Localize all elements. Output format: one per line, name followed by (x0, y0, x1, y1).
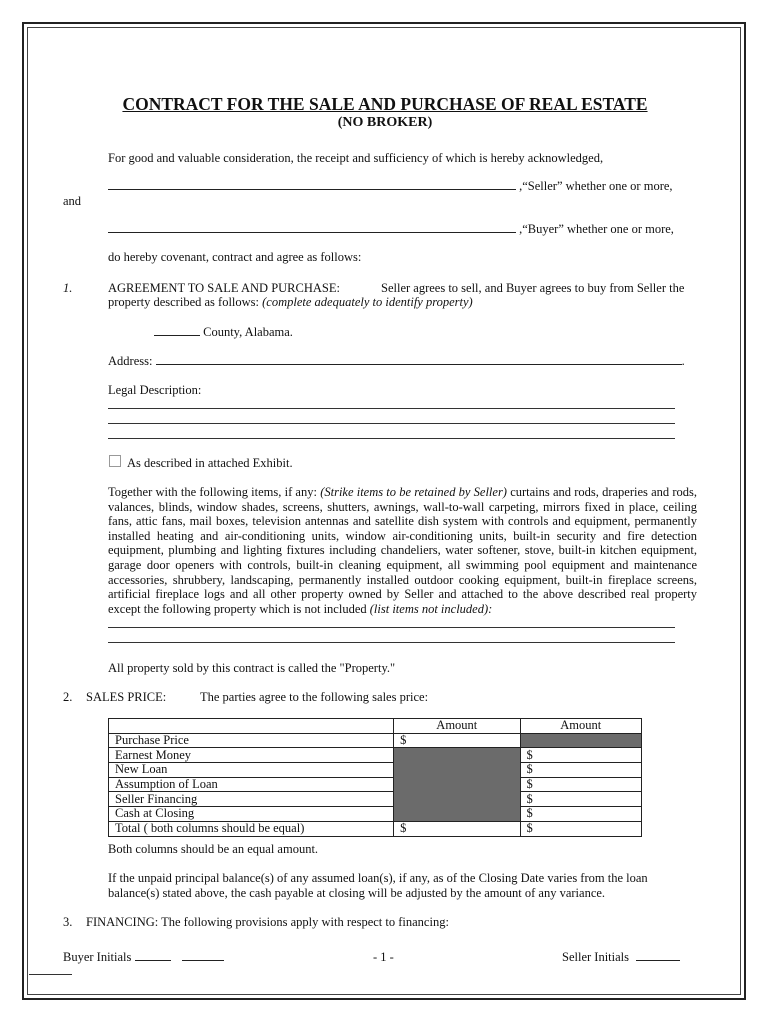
table-row (109, 792, 642, 807)
buyer-initials-blank-2[interactable] (182, 960, 224, 961)
county-blank[interactable] (154, 335, 200, 336)
section1-text-a: Seller agrees to sell, and Buyer agrees to buy from Seller the (381, 281, 685, 295)
seller-initials-blank[interactable] (636, 960, 680, 961)
section3-number: 3. (63, 915, 73, 929)
document-title: CONTRACT FOR THE SALE AND PURCHASE OF REAL ESTATE (122, 94, 648, 114)
sales-price-table (108, 718, 642, 837)
buyer-name-blank[interactable] (108, 232, 516, 233)
row-label: Purchase Price (109, 733, 394, 748)
legal-description-line-3[interactable] (108, 438, 675, 439)
total-amount-1[interactable]: $ (394, 821, 520, 836)
exhibit-label: As described in attached Exhibit. (127, 456, 293, 470)
section2-heading: SALES PRICE: (86, 690, 167, 704)
buyer-suffix: ,“Buyer” whether one or more, (519, 222, 674, 236)
total-amount-2[interactable]: $ (520, 821, 641, 836)
intro-text: For good and valuable consideration, the receipt and sufficiency of which is hereby acknowledged, (108, 151, 604, 165)
and-word: and (63, 194, 82, 208)
new-loan-amount[interactable]: $ (520, 763, 641, 778)
included-items-list: curtains and rods, draperies and rods, valances, blinds, window shades, screens, shutters, awnings, wall-to-wall carpeting, mirrors fixed in place, ceiling fans, attic fans, mail boxes, television antennas and satellite dish system with controls and equipment, permanently installed heating and air-conditioning units, window air-conditioning units, built-in security and fire detection equipment, plumbing and lighting fixtures including chandeliers, water softener, stove, built-in kitchen equipment, garage door openers with controls, built-in cleaning equipment, all swimming pool equipment and maintenance accessories, shrubbery, landscaping, permanently installed outdoor cooking equipment, built-in fireplace screens, artificial fireplace logs and all other property owned by Seller and attached to the above described real property except the following property which is not included (108, 485, 698, 616)
table-row (109, 733, 642, 748)
address-label: Address: (108, 354, 153, 368)
row-label: Earnest Money (109, 748, 394, 763)
table-header-amount-2: Amount (520, 719, 641, 734)
row-label: Seller Financing (109, 792, 394, 807)
buyer-initials-blank-1[interactable] (135, 960, 171, 961)
excluded-items-line-1[interactable] (108, 627, 675, 628)
table-row (109, 821, 642, 836)
seller-initials (562, 950, 680, 965)
seller-name-blank[interactable] (108, 189, 516, 190)
covenant-text: do hereby covenant, contract and agree as follows: (108, 250, 362, 264)
address-blank[interactable] (156, 364, 682, 365)
excluded-items-line-2[interactable] (108, 642, 675, 643)
included-items-intro: Together with the following items, if any: (108, 485, 317, 499)
legal-description-line-1[interactable] (108, 408, 675, 409)
seller-initials-label: Seller Initials (562, 950, 629, 964)
shaded-cell (394, 748, 520, 821)
page-number: - 1 - (373, 950, 394, 964)
table-header-row (109, 719, 642, 734)
row-label: Total ( both columns should be equal) (109, 821, 394, 836)
assumption-of-loan-amount[interactable]: $ (520, 777, 641, 792)
section2-number: 2. (63, 690, 73, 704)
section1-text-b-plain: property described as follows: (108, 295, 260, 309)
document-subtitle: (NO BROKER) (337, 115, 433, 130)
variance-text-2: balance(s) stated above, the cash payable at closing will be adjusted by the amount of any variance. (108, 886, 606, 900)
purchase-price-amount[interactable]: $ (394, 733, 520, 748)
legal-description-line-2[interactable] (108, 423, 675, 424)
legal-description-label: Legal Description: (108, 383, 202, 397)
footer-rule (29, 974, 72, 975)
shaded-cell (520, 733, 641, 748)
excluded-items-note: (list items not included): (369, 601, 493, 616)
included-items-paragraph (108, 485, 697, 616)
row-label: Assumption of Loan (109, 777, 394, 792)
address-end: . (681, 354, 685, 368)
seller-line (108, 179, 698, 194)
section1-heading: AGREEMENT TO SALE AND PURCHASE: (108, 281, 340, 295)
exhibit-checkbox[interactable] (109, 455, 121, 467)
table-header-label (109, 719, 394, 734)
cash-at-closing-amount[interactable]: $ (520, 807, 641, 822)
table-row (109, 763, 642, 778)
equal-columns-note: Both columns should be an equal amount. (108, 842, 319, 856)
table-header-amount-1: Amount (394, 719, 520, 734)
county-label: County, Alabama. (203, 325, 293, 339)
buyer-line (108, 222, 698, 237)
property-note: All property sold by this contract is called the "Property." (108, 661, 396, 675)
section1-text-b-italic: (complete adequately to identify property) (262, 295, 473, 309)
included-items-strike-note: (Strike items to be retained by Seller) (320, 485, 507, 499)
buyer-initials (63, 950, 224, 965)
section3-text: FINANCING: The following provisions apply with respect to financing: (86, 915, 449, 929)
table-row (109, 777, 642, 792)
table-row (109, 807, 642, 822)
section1-number: 1. (63, 281, 73, 295)
variance-text-1: If the unpaid principal balance(s) of any assumed loan(s), if any, as of the Closing Date varies from the loan (108, 871, 648, 885)
section2-text: The parties agree to the following sales price: (200, 690, 429, 704)
earnest-money-amount[interactable]: $ (520, 748, 641, 763)
buyer-initials-label: Buyer Initials (63, 950, 132, 964)
county-line (154, 325, 293, 340)
seller-financing-amount[interactable]: $ (520, 792, 641, 807)
row-label: Cash at Closing (109, 807, 394, 822)
section1-text-b (108, 295, 473, 310)
table-row (109, 748, 642, 763)
row-label: New Loan (109, 763, 394, 778)
address-line (108, 354, 685, 369)
seller-suffix: ,“Seller” whether one or more, (519, 179, 673, 193)
